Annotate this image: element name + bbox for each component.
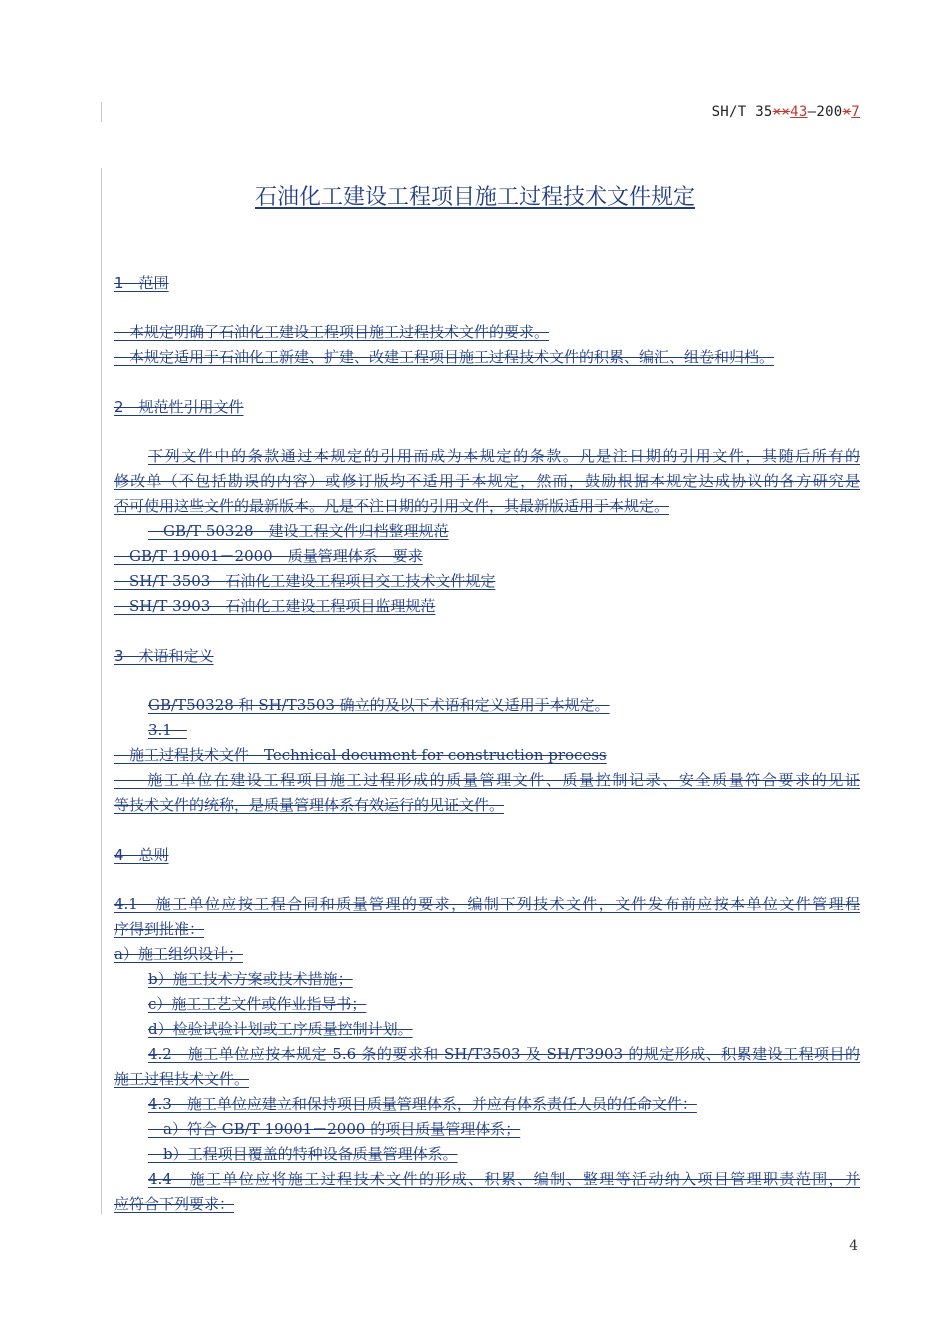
paragraph-line: 等技术文件的统称，是质量管理体系有效运行的见证文件。 (114, 796, 505, 814)
clause-line: 4.2 施工单位应按本规定 5.6 条的要求和 SH/T3503 及 SH/T3903 的规定形成、积累建设工程项目的 (148, 1045, 860, 1063)
margin-marker-top (101, 102, 102, 122)
list-item: b）工程项目覆盖的特种设备质量管理体系。 (148, 1145, 458, 1163)
term-number: 3.1 (148, 721, 187, 739)
paragraph-line: 修改单（不包括勘误的内容）或修订版均不适用于本规定，然而，鼓励根据本规定达成协议的各方研究是 (114, 472, 860, 490)
term-name: 施工过程技术文件 Technical document for construction process (114, 746, 607, 764)
margin-marker-main (101, 168, 102, 1214)
section-heading-general: 4 总则 (114, 846, 169, 864)
paragraph-line: 本规定明确了石油化工建设工程项目施工过程技术文件的要求。 (114, 323, 550, 341)
paragraph-line: GB/T50328 和 SH/T3503 确立的及以下术语和定义适用于本规定。 (148, 696, 610, 714)
clause-line: 序得到批准： (114, 920, 205, 938)
list-item: a）施工组织设计； (114, 945, 243, 963)
clause-line: 应符合下列要求： (114, 1195, 235, 1213)
header-inserted-text-1: 43 (790, 104, 808, 120)
standard-number-header (712, 104, 860, 120)
header-middle: —200 (807, 104, 843, 120)
paragraph-line: 下列文件中的条款通过本规定的引用而成为本规定的条款。凡是注日期的引用文件，其随后所有的 (148, 447, 860, 465)
clause-line: 4.4 施工单位应将施工过程技术文件的形成、积累、编制、整理等活动纳入项目管理职责范围，并 (148, 1170, 860, 1188)
page-number: 4 (849, 1238, 858, 1254)
clause-line: 4.3 施工单位应建立和保持项目质量管理体系，并应有体系责任人员的任命文件： (148, 1095, 697, 1113)
reference-item: GB/T 19001－2000 质量管理体系 要求 (114, 547, 423, 565)
header-deleted-text-2: × (842, 104, 852, 120)
reference-item: GB/T 50328 建设工程文件归档整理规范 (148, 522, 449, 540)
reference-item: SH/T 3903 石油化工建设工程项目监理规范 (114, 597, 436, 615)
header-deleted-text-1: ×× (772, 104, 791, 120)
document-title: 石油化工建设工程项目施工过程技术文件规定 (254, 185, 695, 210)
section-heading-scope: 1 范围 (114, 274, 169, 292)
list-item: c）施工工艺文件或作业指导书； (148, 995, 367, 1013)
header-prefix: SH/T 35 (711, 104, 773, 120)
paragraph-line: 否可使用这些文件的最新版本。凡是不注日期的引用文件，其最新版适用于本规定。 (114, 497, 670, 515)
clause-line: 施工过程技术文件。 (114, 1070, 250, 1088)
section-heading-terms: 3 术语和定义 (114, 647, 214, 665)
header-inserted-text-2: 7 (851, 104, 860, 120)
paragraph-line: 本规定适用于石油化工新建、扩建、改建工程项目施工过程技术文件的积累、编汇、组卷和归档。 (114, 348, 775, 366)
list-item: a）符合 GB/T 19001－2000 的项目质量管理体系； (148, 1120, 521, 1138)
reference-item: SH/T 3503 石油化工建设工程项目交工技术文件规定 (114, 572, 496, 590)
clause-line: 4.1 施工单位应按工程合同和质量管理的要求，编制下列技术文件，文件发布前应按本单位文件管理程 (114, 895, 860, 913)
list-item: b）施工技术方案或技术措施； (148, 970, 353, 988)
section-heading-references: 2 规范性引用文件 (114, 398, 244, 416)
list-item: d）检验试验计划或工序质量控制计划。 (148, 1020, 413, 1038)
paragraph-line: 施工单位在建设工程项目施工过程形成的质量管理文件、质量控制记录、安全质量符合要求的见证 (114, 771, 860, 789)
